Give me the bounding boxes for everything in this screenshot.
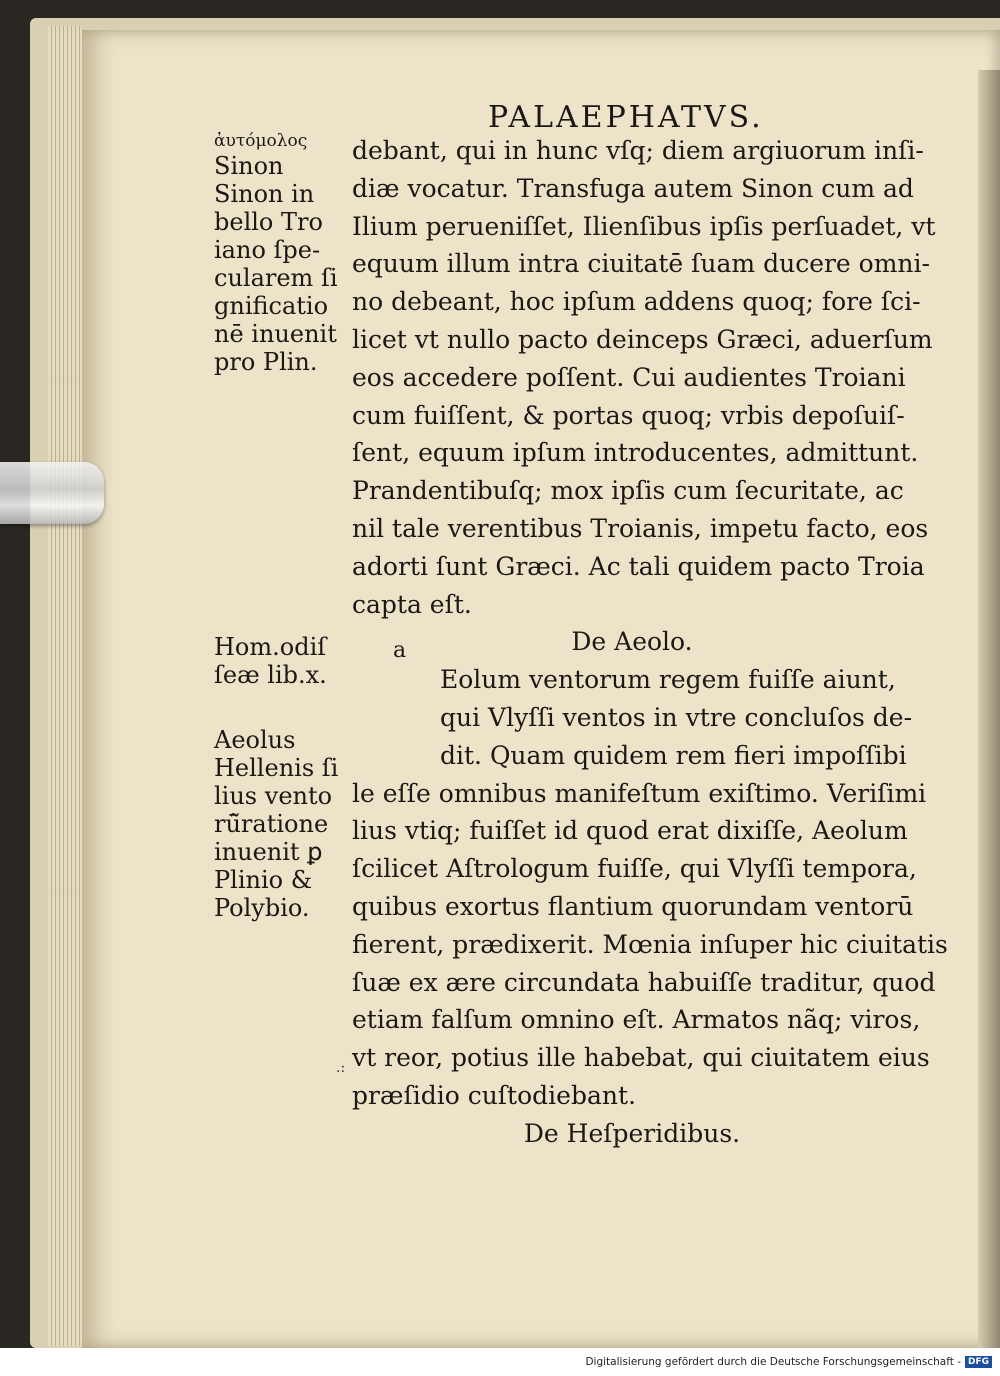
section-heading-hesperides: De Heſperidibus. (523, 1118, 741, 1148)
text-line: equum illum intra ciuitatē ſuam ducere omni- (352, 249, 930, 279)
margin-note-line: Polybio. (214, 894, 310, 922)
text-line: Ilium perueniſſet, Ilienſibus ipſis perſuadet, vt (352, 211, 936, 241)
margin-note-line: inuenit ꝑ (214, 838, 323, 866)
margin-note-line: Aeolus (214, 726, 296, 754)
text-line: quibus exortus flantium quorundam ventorū (352, 891, 914, 921)
margin-note-aeolus (214, 726, 338, 922)
paragraph-marker: a (393, 638, 407, 663)
text-line: fierent, prædixerit. Mœnia inſuper hic ciuitatis (352, 929, 948, 959)
margin-note-line: Hellenis ſi (214, 754, 339, 782)
margin-note-line: lius vento (214, 782, 333, 810)
text-line: cum fuiſſent, & portas quoq; vrbis depoſuiſ- (352, 400, 905, 430)
book-clamp (0, 462, 104, 524)
text-line: ſent, equum ipſum introducentes, admittunt. (352, 438, 919, 468)
margin-note-line: Plinio & (214, 866, 313, 894)
running-title: PALAEPHATVS. (488, 100, 764, 135)
text-line: adorti ſunt Græci. Ac tali quidem pacto Troia (352, 551, 925, 581)
margin-note-line: Sinon (214, 152, 284, 180)
margin-note-line: cularem ſi (214, 264, 338, 292)
text-line: licet vt nullo pacto deinceps Græci, aduerſum (352, 324, 933, 354)
text-line: ſcilicet Aſtrologum fuiſſe, qui Vlyſſi tempora, (352, 854, 917, 884)
margin-note-line: bello Tro (214, 208, 323, 236)
text-line: etiam falſum omnino eſt. Armatos nãq; viros, (352, 1005, 921, 1035)
margin-note-homer (214, 633, 327, 689)
text-line: ſuæ ex ære circundata habuiſſe traditur, quod (352, 967, 936, 997)
text-line: qui Vlyſſi ventos in vtre concluſos de- (440, 702, 913, 732)
margin-note-line: Hom.odiſ (214, 633, 327, 661)
text-line: præſidio cuſtodiebant. (352, 1080, 636, 1110)
dfg-logo: DFG (965, 1356, 992, 1368)
margin-note-sinon (214, 130, 338, 376)
text-line: capta eſt. (352, 589, 472, 619)
gutter-shadow (978, 70, 1000, 1370)
text-line: nil tale verentibus Troianis, impetu facto, eos (352, 513, 929, 543)
digitization-footer (0, 1348, 1000, 1376)
margin-note-line: rū̃ratione (214, 810, 329, 838)
main-text (352, 132, 948, 1153)
text-line: vt reor, potius ille habebat, qui ciuitatem eius (352, 1043, 930, 1073)
section-heading-aeolus: De Aeolo. (571, 627, 693, 657)
text-line: no debeant, hoc ipſum addens quoq; fore ſci- (352, 287, 921, 317)
text-line: debant, qui in hunc vſq; diem argiuorum inſi- (352, 136, 924, 165)
margin-note-line: iano ſpe- (214, 236, 321, 264)
text-line: diæ vocatur. Transfuga autem Sinon cum ad (352, 173, 914, 203)
margin-note-line: ſeæ lib.x. (214, 661, 327, 689)
margin-note-line: nē inuenit (214, 320, 337, 348)
text-line: Eolum ventorum regem fuiſſe aiunt, (440, 665, 896, 695)
margin-note-line: pro Plin. (214, 348, 318, 376)
margin-note-line: Sinon in (214, 180, 315, 208)
text-line: lius vtiq; fuiſſet id quod erat dixiſſe, Aeolum (352, 816, 908, 846)
ink-mark: .: (336, 1060, 346, 1076)
margin-note-line: gnificatio (214, 292, 329, 320)
page-edges (48, 26, 82, 1346)
text-line: eos accedere poſſent. Cui audientes Troiani (352, 362, 906, 392)
text-line: Prandentibuſq; mox ipſis cum ſecuritate, ac (352, 476, 904, 506)
funding-credit: Digitalisierung gefördert durch die Deutsche Forschungsgemeinschaft - (585, 1356, 961, 1368)
margin-note-line: ἀυτόμολος (214, 131, 308, 151)
text-line: dit. Quam quidem rem fieri impoſſibi (440, 740, 907, 770)
text-line: le eſſe omnibus manifeſtum exiſtimo. Veriſimi (352, 778, 927, 808)
